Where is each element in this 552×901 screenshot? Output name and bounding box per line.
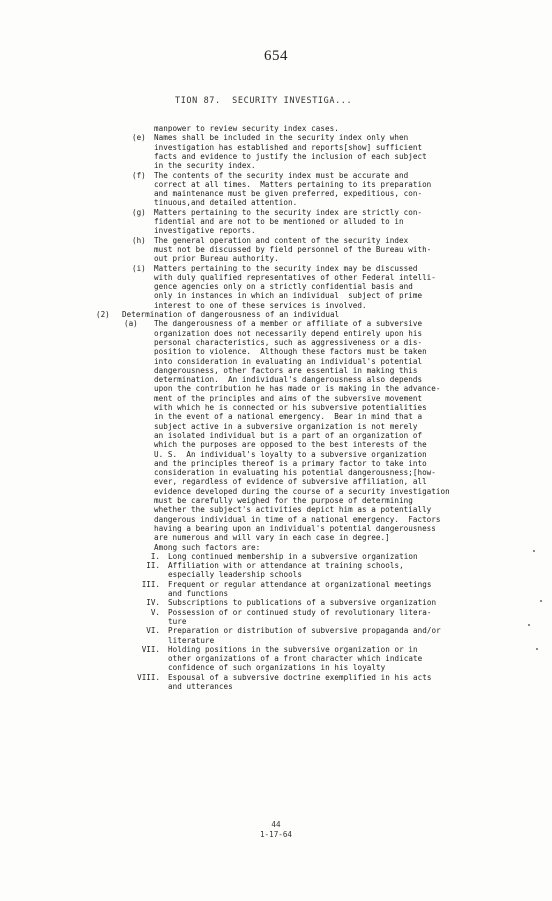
paragraph-line: are numerous and will vary in each case in degree.] bbox=[154, 533, 390, 543]
paragraph-line: evidence developed during the course of a security investigation bbox=[154, 486, 450, 496]
factor-line: Affiliation with or attendance at training schools, bbox=[168, 561, 404, 571]
paragraph-line: position to violence. Although these factors must be taken bbox=[154, 347, 427, 357]
paragraph-line: determination. An individual's dangerousness also depends bbox=[154, 375, 423, 385]
section-marker: (2) bbox=[96, 310, 110, 319]
footer-page-number: 44 bbox=[271, 820, 281, 829]
paragraph-line: investigation has established and reports[show] sufficient bbox=[154, 142, 423, 152]
paragraph-line: interest to one of these services is involved. bbox=[154, 300, 367, 310]
paragraph-line: investigative reports. bbox=[154, 226, 256, 236]
factor-numeral: VIII. bbox=[137, 672, 160, 682]
scan-speck bbox=[536, 648, 538, 650]
factor-numeral: IV. bbox=[146, 598, 160, 608]
paragraph-line: The general operation and content of the security index bbox=[154, 235, 409, 245]
paragraph-line: correct at all times. Matters pertaining to its preparation bbox=[154, 179, 432, 189]
section-header: TION 87. SECURITY INVESTIGA... bbox=[175, 96, 353, 106]
paragraph-line: Among such factors are: bbox=[154, 542, 261, 552]
paragraph-line: only in instances in which an individual subject of prime bbox=[154, 291, 423, 301]
paragraph-line: must be carefully weighed for the purpose of determining bbox=[154, 496, 413, 505]
factor-numeral: VI. bbox=[146, 626, 160, 636]
paragraph-line: personal characteristics, such as aggressiveness or a dis- bbox=[154, 337, 423, 347]
paragraph-line: tinuous,and detailed attention. bbox=[154, 198, 298, 208]
factor-line: literature bbox=[168, 635, 215, 645]
paragraph-line: an isolated individual but is a part of an organization of bbox=[154, 430, 423, 440]
footer-date: 1-17-64 bbox=[259, 830, 292, 839]
section-title: Determination of dangerousness of an individual bbox=[122, 310, 340, 319]
paragraph-line: manpower to review security index cases. bbox=[154, 124, 339, 133]
paragraph-line: The dangerousness of a member or affiliate of a subversive bbox=[154, 319, 423, 329]
factor-line: confidence of such organizations in his loyalty bbox=[168, 663, 386, 673]
paragraph-line: Matters pertaining to the security index are strictly con- bbox=[154, 207, 423, 217]
paragraph-line: fidential and are not to be mentioned or alluded to in bbox=[154, 217, 404, 226]
scan-speck bbox=[533, 550, 535, 552]
paragraph-line: with duly qualified representatives of other Federal intelli- bbox=[154, 272, 436, 282]
factor-numeral: V. bbox=[150, 607, 160, 617]
paragraph-line: ever, regardless of evidence of subversive affiliation, all bbox=[154, 477, 427, 487]
paragraph-line: facts and evidence to justify the inclusion of each subject bbox=[154, 151, 427, 161]
item-marker: (i) bbox=[132, 263, 146, 273]
factor-line: Subscriptions to publications of a subversive organization bbox=[168, 598, 437, 608]
paragraph-line: Matters pertaining to the security index may be discussed bbox=[154, 263, 418, 273]
paragraph-line: must not be discussed by field personnel of the Bureau with- bbox=[154, 244, 432, 254]
factor-line: other organizations of a front character which indicate bbox=[168, 654, 423, 664]
paragraph-line: having a bearing upon an individual's potential dangerousness bbox=[154, 523, 436, 533]
paragraph-line: out prior Bureau authority. bbox=[154, 254, 279, 264]
paragraph-line: consideration in evaluating his potential dangerousness;[how- bbox=[154, 468, 436, 478]
paragraph-line: U. S. An individual's loyalty to a subversive organization bbox=[154, 449, 427, 459]
factor-line: especially leadership schools bbox=[168, 570, 303, 580]
factor-line: Long continued membership in a subversive organization bbox=[168, 551, 418, 561]
factor-line: Espousal of a subversive doctrine exemplified in his acts bbox=[168, 672, 432, 682]
scan-speck bbox=[540, 600, 542, 602]
factor-line: and utterances bbox=[168, 682, 233, 691]
factor-line: Holding positions in the subversive organization or in bbox=[168, 644, 418, 654]
factor-numeral: III. bbox=[141, 579, 160, 589]
paragraph-line: and maintenance must be given preferred, expeditious, con- bbox=[154, 189, 423, 199]
paragraph-line: in the security index. bbox=[154, 161, 256, 171]
item-marker: (h) bbox=[132, 235, 146, 245]
paragraph-line: Names shall be included in the security index only when bbox=[154, 133, 409, 143]
paragraph-line: and the principles thereof is a primary factor to take into bbox=[154, 458, 427, 468]
paragraph-line: subject active in a subversive organization is not merely bbox=[154, 421, 418, 431]
paragraph-line: gence agencies only on a strictly confidential basis and bbox=[154, 282, 413, 292]
factor-line: ture bbox=[168, 616, 187, 626]
scan-speck bbox=[528, 624, 530, 626]
item-marker: (g) bbox=[132, 207, 146, 217]
factor-line: Frequent or regular attendance at organizational meetings bbox=[168, 579, 432, 589]
page-number: 654 bbox=[264, 48, 288, 64]
paragraph-line: organization does not necessarily depend entirely upon his bbox=[154, 328, 423, 338]
paragraph-line: whether the subject's activities depict him as a potentially bbox=[154, 505, 432, 515]
paragraph-line: with which he is connected or his subversive potentialities bbox=[154, 403, 427, 412]
factor-line: Possession of or continued study of revolutionary litera- bbox=[168, 607, 432, 617]
factor-numeral: VII. bbox=[141, 644, 160, 654]
paragraph-line: dangerousness, other factors are essential in making this bbox=[154, 365, 418, 375]
paragraph-line: dangerous individual in time of a national emergency. Factors bbox=[154, 514, 441, 524]
paragraph-line: The contents of the security index must be accurate and bbox=[154, 170, 409, 180]
factor-numeral: II. bbox=[146, 561, 160, 571]
item-marker: (e) bbox=[132, 133, 146, 143]
paragraph-line: into consideration in evaluating an individual's potential bbox=[154, 356, 423, 366]
factor-numeral: I. bbox=[150, 551, 160, 561]
item-marker: (f) bbox=[132, 170, 146, 180]
item-marker: (a) bbox=[124, 319, 138, 329]
paragraph-line: in the event of a national emergency. Bear in mind that a bbox=[154, 412, 423, 422]
factor-line: and functions bbox=[168, 589, 229, 598]
paragraph-line: which the purposes are opposed to the best interests of the bbox=[154, 440, 427, 450]
paragraph-line: upon the contribution he has made or is making in the advance- bbox=[154, 384, 441, 394]
paragraph-line: ment of the principles and aims of the subversive movement bbox=[154, 393, 423, 403]
factor-line: Preparation or distribution of subversive propaganda and/or bbox=[168, 626, 441, 636]
